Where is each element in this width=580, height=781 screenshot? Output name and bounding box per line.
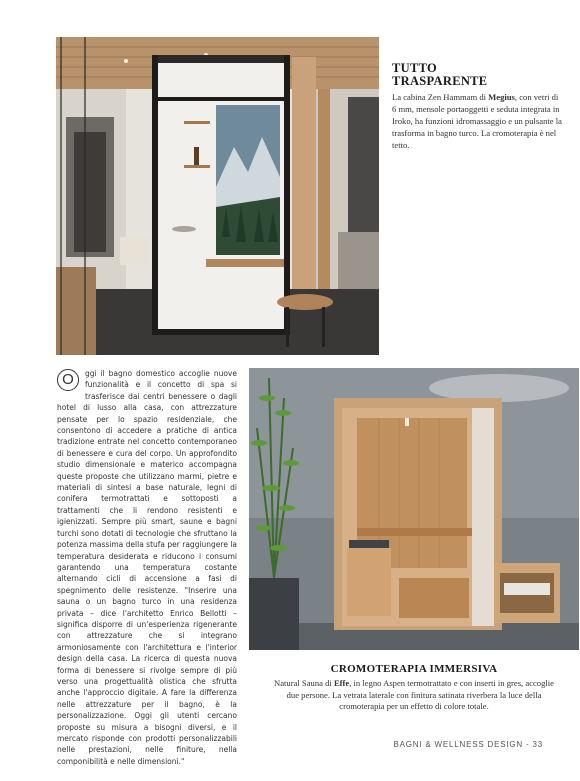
bottom-caption-text bbox=[268, 678, 560, 713]
sauna-cabin-photo bbox=[249, 368, 579, 650]
top-caption bbox=[392, 62, 562, 151]
top-caption-text-after: , con vetri di 6 mm, mensole portaoggetti e seduta integrata in Iroko, ha funzioni idromassaggio e un pulsante la trasforma in bagno turco. La cromoterapia è nel tetto. bbox=[392, 92, 562, 150]
top-caption-title-line2: TRASPARENTE bbox=[392, 74, 488, 88]
bottom-caption bbox=[268, 663, 560, 713]
bottom-caption-brand: Effe bbox=[333, 678, 350, 688]
bottom-caption-text-after: , in legno Aspen termotrattato e con inserti in gres, accoglie due persone. La vetrata laterale con finitura satinata riverbera la luce della cromoterapia per un effetto di colore totale. bbox=[286, 678, 554, 711]
bottom-caption-text-before: Natural Sauna di bbox=[274, 678, 332, 688]
article-dropcap: O bbox=[57, 369, 79, 391]
dropcap-wrapper bbox=[57, 369, 81, 391]
sauna-cabin-illustration bbox=[249, 368, 579, 650]
bottom-caption-title: CROMOTERAPIA IMMERSIVA bbox=[330, 663, 498, 675]
article-text: ggi il bagno domestico accoglie nuove funzionalità e il concetto di spa si trasferisce dai centri benessere o dagli hotel di lusso alla casa, con attrezzature pensate per lo spazio residenziale, che consentono di accedere a pratiche di antica tradizione entrate nel concetto contemporaneo di benessere e cura del corpo. Un approfondito studio dimensionale e materico accompagna queste proposte che utilizzano marmi, pietre e materiali di sintesi a base naturale, legni di conifera termotrattati e sottoposti a trattamenti che li rendono resistenti e igienizzati. Sempre più smart, saune e bagni turchi sono dotati di tecnologie che sfruttano la potenza massima della stufa per raggiungere la temperatura desiderata e riducono i consumi garantendo una temperatura costante alternando cicli di accensione a fasi di spegnimento delle resistenze. "Inserire una sauna o un bagno turco in una residenza privata – dice l'architetto Enrico Bellotti – significa disporre di un'esperienza rigenerante con attrezzature che si integrano armoniosamente con l'architettura e l'interior design della casa. La ricerca di questa nuova forma di benessere si rivolge sempre di più verso una progettualità olistica che sfrutta anche l'approccio digitale. A fare la differenza nelle attrezzature per il bagno, è la personalizzazione. Oggi gli utenti cercano proposte su misura a bisogni diversi, e il mercato risponde con prodotti personalizzabili nelle prestazioni, nelle finiture, nella componibilità e nelle dimensioni." bbox=[57, 369, 238, 766]
page-footer: BAGNI & WELLNESS DESIGN - 33 bbox=[393, 740, 543, 749]
top-caption-text-before: La cabina Zen Hammam di bbox=[392, 92, 487, 102]
article-body bbox=[57, 368, 237, 767]
top-caption-title bbox=[392, 62, 562, 88]
top-caption-brand: Megius bbox=[488, 92, 515, 102]
top-caption-title-line1: TUTTO bbox=[392, 61, 438, 75]
top-caption-text bbox=[392, 91, 562, 151]
hammam-cabin-illustration bbox=[56, 37, 379, 355]
hammam-cabin-photo bbox=[56, 37, 379, 355]
